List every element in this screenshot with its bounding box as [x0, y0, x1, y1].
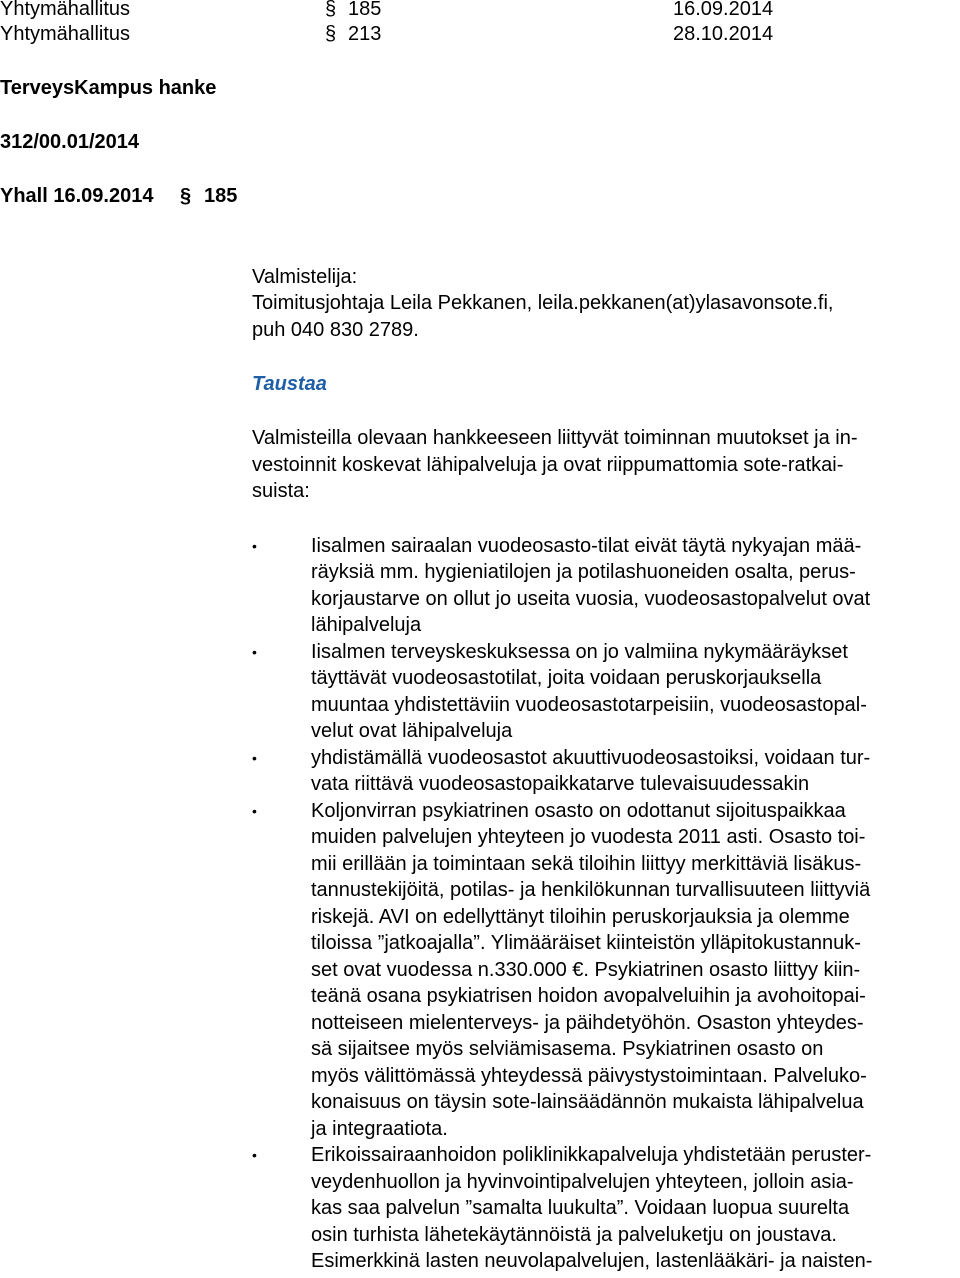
bullet-icon: •: [252, 803, 257, 819]
header-body-name: Yhtymähallitus: [0, 0, 131, 20]
list-item-line: yhdistämällä vuodeosastot akuuttivuodeosastoiksi, voidaan tur-: [311, 747, 871, 769]
list-item-line: korjaustarve on ollut jo useita vuosia, vuodeosastopalvelut ovat: [311, 588, 871, 610]
list-item-line: Erikoissairaanhoidon poliklinikkapalveluja yhdistetään peruster-: [311, 1144, 872, 1166]
list-item-line: osin turhista lähetekäytännöistä ja palveluketju on joustava.: [311, 1224, 837, 1246]
bullet-icon: •: [252, 1147, 257, 1163]
list-item-line: sä sijaitsee myös selviämisasema. Psykiatrinen osasto on: [311, 1038, 824, 1060]
section-heading: Taustaa: [252, 373, 327, 395]
list-item-line: muiden palvelujen yhteyteen jo vuodesta 2011 asti. Osasto toi-: [311, 826, 866, 848]
list-item-line: kas saa palvelun ”samalta luukulta”. Voidaan luopua suurelta: [311, 1197, 850, 1219]
section-symbol: §: [325, 23, 337, 45]
list-item-line: konaisuus on täysin sote-lainsäädännön mukaista lähipalvelua: [311, 1091, 864, 1113]
intro-line: suista:: [252, 480, 310, 502]
section-number: 213: [348, 23, 382, 45]
list-item-line: set ovat vuodessa n.330.000 €. Psykiatrinen osasto liittyy kiin-: [311, 959, 861, 981]
list-item-line: velut ovat lähipalveluja: [311, 720, 513, 742]
list-item-line: teänä osana psykiatrisen hoidon avopalveluihin ja avohoitopai-: [311, 985, 866, 1007]
list-item-line: ja integraatiota.: [311, 1118, 448, 1140]
preparer-label: Valmistelija:: [252, 266, 358, 288]
document-title: TerveysKampus hanke: [0, 77, 217, 99]
list-item-line: myös välittömässä yhteydessä päivystystoimintaan. Palveluko-: [311, 1065, 867, 1087]
bullet-icon: •: [252, 750, 257, 766]
intro-line: Valmisteilla olevaan hankkeeseen liittyvät toiminnan muutokset ja in-: [252, 427, 858, 449]
list-item-line: Iisalmen sairaalan vuodeosasto-tilat eivät täytä nykyajan mää-: [311, 535, 862, 557]
record-number: 312/00.01/2014: [0, 131, 140, 153]
section-number: 185: [348, 0, 382, 20]
section-symbol: §: [180, 185, 192, 207]
meeting-date: 16.09.2014: [673, 0, 774, 20]
list-item-line: vata riittävä vuodeosastopaikkatarve tulevaisuudessakin: [311, 773, 810, 795]
list-item-line: lähipalveluja: [311, 614, 422, 636]
list-item-line: Iisalmen terveyskeskuksessa on jo valmiina nykymääräykset: [311, 641, 848, 663]
meeting-date: 28.10.2014: [673, 23, 774, 45]
list-item-line: mii erillään ja toimintaan sekä tiloihin liittyy merkittäviä lisäkus-: [311, 853, 862, 875]
list-item-line: tiloissa ”jatkoajalla”. Ylimääräiset kiinteistön ylläpitokustannuk-: [311, 932, 861, 954]
bullet-icon: •: [252, 644, 257, 660]
preparer-name-email: Toimitusjohtaja Leila Pekkanen, leila.pekkanen(at)ylasavonsote.fi,: [252, 292, 834, 314]
list-item-line: Koljonvirran psykiatrinen osasto on odottanut sijoituspaikkaa: [311, 800, 846, 822]
list-item-line: veydenhuollon ja hyvinvointipalvelujen yhteyteen, jolloin asia-: [311, 1171, 854, 1193]
header-body-name: Yhtymähallitus: [0, 23, 131, 45]
section-number: 185: [204, 185, 238, 207]
list-item-line: muuntaa yhdistettäviin vuodeosastotarpeisiin, vuodeosastopal-: [311, 694, 867, 716]
section-symbol: §: [325, 0, 337, 20]
list-item-line: tannustekijöitä, potilas- ja henkilökunnan turvallisuuteen liittyviä: [311, 879, 871, 901]
list-item-line: notteiseen mielenterveys- ja päihdetyöhön. Osaston yhteydes-: [311, 1012, 864, 1034]
list-item-line: täyttävät vuodeosastotilat, joita voidaan peruskorjauksella: [311, 667, 822, 689]
list-item-line: riskejä. AVI on edellyttänyt tiloihin peruskorjauksia ja olemme: [311, 906, 850, 928]
reference-prefix: Yhall 16.09.2014: [0, 185, 154, 207]
preparer-phone: puh 040 830 2789.: [252, 319, 419, 341]
intro-line: vestoinnit koskevat lähipalveluja ja ovat riippumattomia sote-ratkai-: [252, 454, 844, 476]
list-item-line: räyksiä mm. hygieniatilojen ja potilashuoneiden osalta, perus-: [311, 561, 856, 583]
list-item-line: Esimerkkinä lasten neuvolapalvelujen, lastenlääkäri- ja naisten-: [311, 1250, 873, 1272]
bullet-icon: •: [252, 538, 257, 554]
